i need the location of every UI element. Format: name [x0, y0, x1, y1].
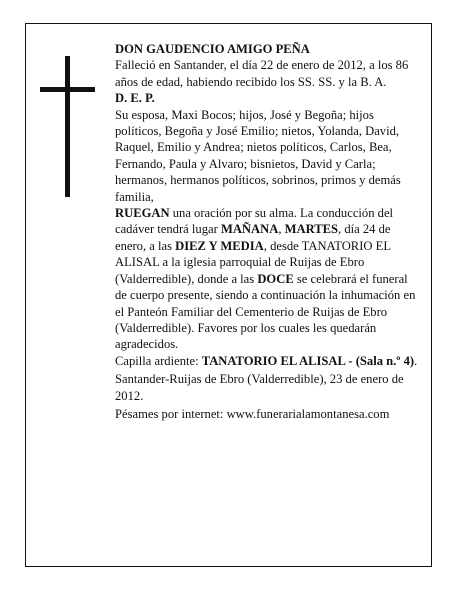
- conduccion-text: una oración por su alma. La conducción del cadáver tendrá lugar: [115, 206, 394, 237]
- condolences-web: Pésames por internet: www.funerarialamontanesa.com: [115, 406, 390, 421]
- cross-icon-vertical: [65, 56, 70, 197]
- day-text: , día 24 de enero, a las: [115, 222, 391, 253]
- capilla-place: TANATORIO EL ALISAL - (Sala n.º 4): [201, 353, 415, 368]
- ruegan-text: RUEGAN: [115, 206, 170, 221]
- dep-line: D. E. P.: [115, 91, 155, 106]
- place-date: Santander-Ruijas de Ebro (Valderredible), 23 de enero de 2012.: [115, 372, 404, 403]
- death-announcement: Falleció en Santander, el día 22 de enero de 2012, a los 86 años de edad, habiendo recibido los SS. SS. y la B. A.: [115, 58, 409, 89]
- time-text: DIEZ Y MEDIA: [175, 238, 264, 253]
- burial-text: se celebrará el funeral de cuerpo presente, siendo a continuación la inhumación en el Panteón Familiar del Cementerio de Ruijas de Ebro (Valderredible). Favores por los cuales les quedarán agradecidos.: [115, 271, 416, 352]
- comma-text: ,: [278, 222, 285, 237]
- cross-icon-horizontal: [40, 87, 95, 92]
- funeral-details: [115, 205, 421, 353]
- obituary-text: [115, 41, 421, 422]
- capilla-end: .: [414, 353, 418, 368]
- manana-text: MAÑANA: [220, 222, 279, 237]
- capilla-ardiente: [115, 353, 421, 369]
- family-list: Su esposa, Maxi Bocos; hijos, José y Begoña; hijos políticos, Begoña y José Emilio; nietos, Yolanda, David, Raquel, Emilio y Andrea; nietos políticos, Carlos, Bea, Fernando, Paula y Alvaro; bisnietos, David y Carla; hermanos, hermanos políticos, sobrinos, primos y demás familia,: [115, 107, 401, 204]
- funeral-time-text: DOCE: [257, 271, 294, 286]
- martes-text: MARTES: [284, 222, 339, 237]
- route-text: , desde TANATORIO EL ALISAL a la iglesia parroquial de Ruijas de Ebro (Valderredible), donde a las: [115, 238, 391, 286]
- capilla-label: Capilla ardiente:: [115, 353, 202, 368]
- deceased-name: DON GAUDENCIO AMIGO PEÑA: [115, 42, 310, 56]
